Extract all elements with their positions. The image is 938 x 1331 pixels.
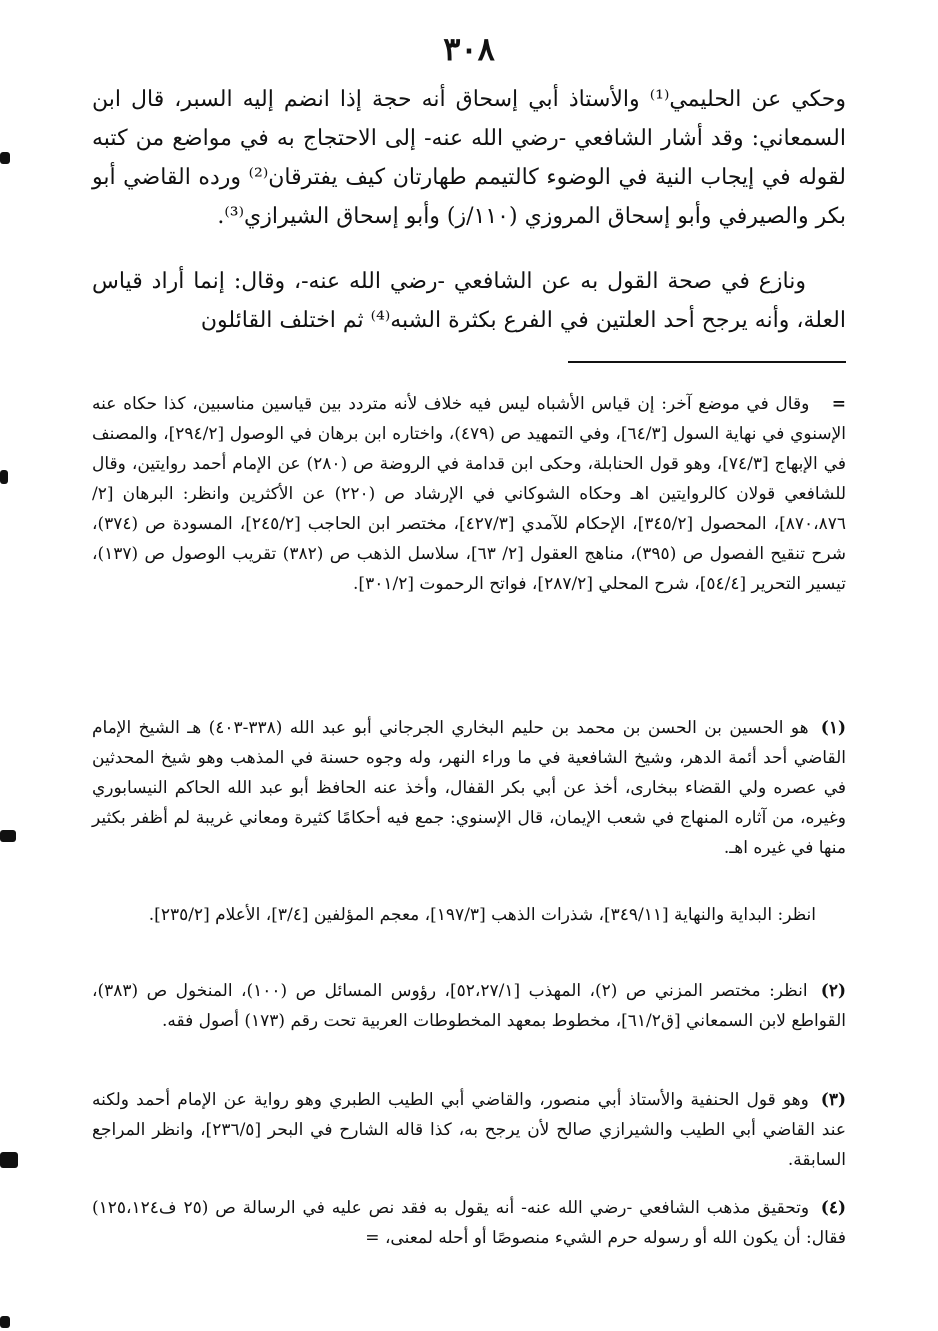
- binding-mark: [0, 470, 8, 484]
- footnote-1-references: انظر: البداية والنهاية [٣٤٩/١١]، شذرات الذهب [١٩٧/٣]، معجم المؤلفين [٣/٤]، الأعلام [٢٣٥/٢].: [148, 905, 816, 925]
- binding-mark: [0, 830, 16, 842]
- footnote-3-marker: (٣): [820, 1090, 846, 1110]
- binding-mark: [0, 1316, 10, 1328]
- footnote-1-marker: (١): [820, 718, 847, 738]
- footnote-2: [92, 976, 846, 1036]
- footnote-4-text: وتحقيق مذهب الشافعي -رضي الله عنه- أنه يقول به فقد نص عليه في الرسالة ص (٢٥ ف١٢٥،١٢٤) فقال: أن يكون الله أو رسوله حرم الشيء منصوصًا أو أحله لمعنى، =: [92, 1198, 846, 1248]
- footnote-1: [92, 713, 846, 863]
- footnote-2-text: انظر: مختصر المزني ص (٢)، المهذب [٥٢،٢٧/١]، رؤوس المسائل ص (١٠٠)، المنخول ص (٣٨٣)، القواطع لابن السمعاني [ق٦١/٢]، مخطوط بمعهد المخطوطات العربية تحت رقم (١٧٣) أصول فقه.: [92, 981, 846, 1031]
- footnote-4-marker: (٤): [820, 1198, 847, 1218]
- footnote-continued-text: وقال في موضع آخر: إن قياس الأشباه ليس فيه خلاف لأنه متردد بين قياسين مناسبين، كذا حكاه عنه الإسنوي في نهاية السول [٦٤/٣]، وفي التمهيد ص (٤٧٩)، واختاره ابن برهان في الوصول [٢٩٤/٢]، والمصنف في الإبهاج [٧٤/٣]، وهو قول الحنابلة، وحكى ابن قدامة في الروضة ص (٢٨٠) عن الإمام أحمد روايتين، وقال للشافعي قولان كالروايتين اهـ وحكاه الشوكاني في الإرشاد ص (٢٢٠) عن الأكثرين وانظر: البرهان [٢/ ٨٧٠،٨٧٦]، المحصول [٣٤٥/٢]، الإحكام للآمدي [٤٢٧/٣]، مختصر ابن الحاجب [٢٤٥/٢]، المسودة ص (٣٧٤)، شرح تنقيح الفصول ص (٣٩٥)، مناهج العقول [٢/ ٦٣]، سلاسل الذهب ص (٣٨٢) تقريب الوصول ص (١٣٧)، تيسير التحرير [٥٤/٤]، شرح المحلي [٢٨٧/٢]، فواتح الرحموت [٣٠١/٢].: [92, 394, 847, 594]
- body-paragraph-2: ونازع في صحة القول به عن الشافعي -رضي الله عنه-، وقال: إنما أراد قياس العلة، وأنه يرجح أحد العلتين في الفرع بكثرة الشبه⁽⁴⁾ ثم اختلف القائلون: [92, 269, 846, 333]
- footnote-1-text: هو الحسين بن الحسن بن محمد بن حليم البخاري الجرجاني أبو عبد الله (٣٣٨-٤٠٣) هـ الشيخ الإمام القاضي أحد أئمة الدهر، وشيخ الشافعية في ما وراء النهر، وله وجوه حسنة في المذهب وهو شيخ المحدثين في عصره ولي القضاء ببخارى، أخذ عن أبي بكر القفال، وأخذ عنه الحافظ أبو عبد الله الحاكم النيسابوري وغيره، من آثاره المنهاج في شعب الإيمان، قال الإسنوي: جمع فيه أحكامًا كثيرة ومعاني غريبة لم أظفر بكثير منها في غيره اهـ.: [92, 718, 846, 858]
- footnote-continued: [92, 389, 846, 599]
- footnote-3-text: وهو قول الحنفية والأستاذ أبي منصور، والقاضي أبي الطيب الطبري وهو رواية عن الإمام أحمد ولكنه عند القاضي أبي الطيب والشيرازي صالح لأن يرجح به، كذا قاله الشارح في البحر [٢٣٦/٥]، وانظر المراجع السابقة.: [92, 1090, 846, 1170]
- footnote-3: [92, 1085, 846, 1175]
- footnote-4: [92, 1193, 846, 1253]
- footnote-separator: [568, 361, 846, 363]
- footnote-2-marker: (٢): [820, 981, 847, 1001]
- footnote-continued-marker: =: [831, 394, 846, 414]
- page-number: ٣٠٨: [443, 30, 495, 68]
- body-paragraph-1: وحكي عن الحليمي⁽¹⁾ والأستاذ أبي إسحاق أنه حجة إذا انضم إليه السبر، قال ابن السمعاني: وقد أشار الشافعي -رضي الله عنه- إلى الاحتجاج به في مواضع من كتبه لقوله في إيجاب النية في الوضوء كالتيمم طهارتان كيف يفترقان⁽²⁾ ورده القاضي أبو بكر والصيرفي وأبو إسحاق المروزي (١١٠/ز) وأبو إسحاق الشيرازي⁽³⁾.: [92, 87, 846, 229]
- binding-mark: [0, 152, 10, 164]
- binding-mark: [0, 1152, 18, 1168]
